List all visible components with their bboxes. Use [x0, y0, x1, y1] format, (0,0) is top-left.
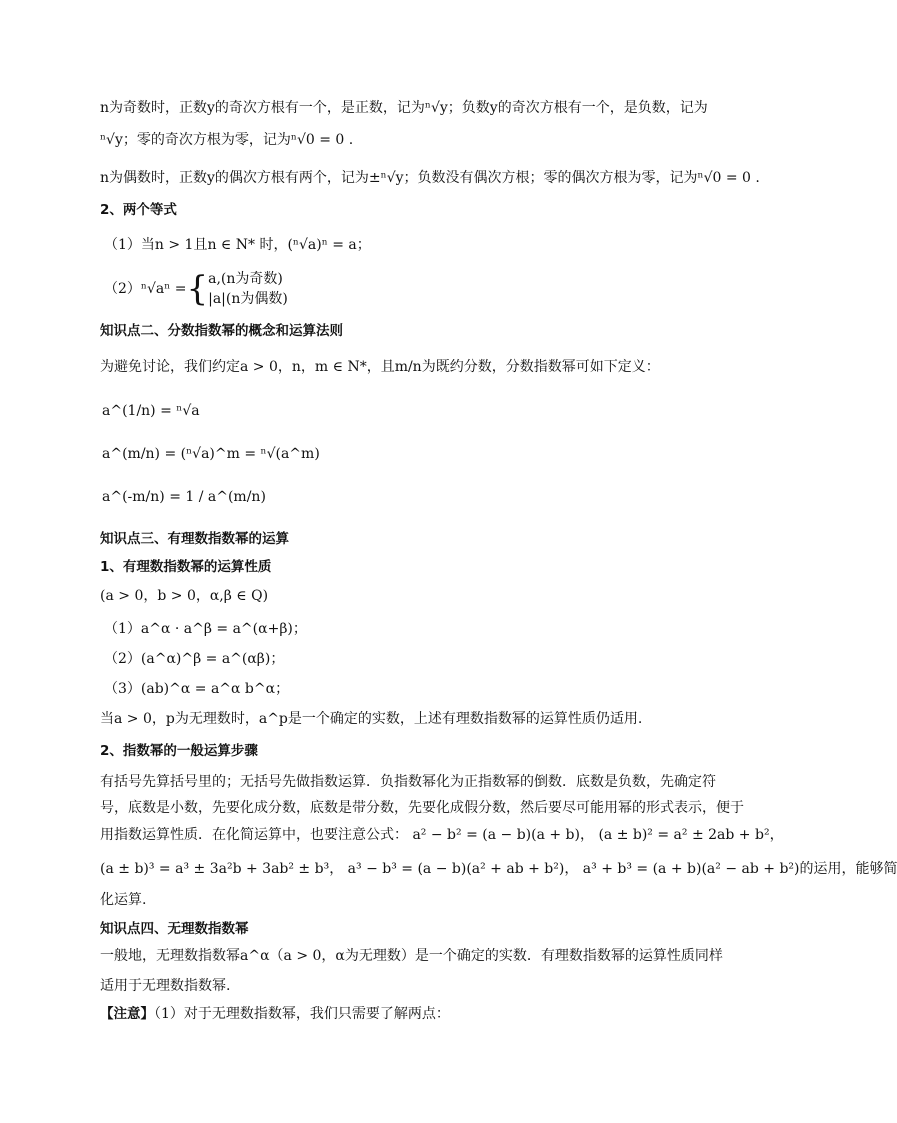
- equation-2: [104, 267, 288, 311]
- kp2-definition-1: a^(1/n) = ⁿ√a: [102, 403, 200, 419]
- note-line: [100, 1003, 450, 1025]
- kp3-property-2: （2）(a^α)^β = a^(αβ)；: [104, 651, 285, 667]
- section-two-equations-heading: 2、两个等式: [100, 202, 177, 218]
- steps-para-1: 有括号先算括号里的；无括号先做指数运算．负指数幂化为正指数幂的倒数．底数是负数，先确定符: [100, 774, 716, 790]
- kp4-heading: 知识点四、无理数指数幂: [100, 921, 249, 937]
- kp2-definition-2: a^(m/n) = (ⁿ√a)^m = ⁿ√(a^m): [102, 446, 320, 462]
- kp4-para-2: 适用于无理数指数幂.: [100, 978, 231, 994]
- steps-para-3: 用指数运算性质．在化简运算中，也要注意公式： a² − b² = (a − b)(a + b)， (a ± b)² = a² ± 2ab + b²，: [100, 827, 784, 843]
- even-root-text: n为偶数时，正数y的偶次方根有两个，记为±ⁿ√y；负数没有偶次方根；零的偶次方根为零，记为ⁿ√0 = 0 .: [100, 170, 760, 186]
- steps-para-3-text: 用指数运算性质．在化简运算中，也要注意公式：: [100, 827, 408, 843]
- kp3-condition: (a > 0，b > 0，α,β ∈ Q): [100, 588, 269, 604]
- formula-square-sum: (a ± b)² = a² ± 2ab + b²: [598, 827, 770, 843]
- even-root-line: [100, 167, 760, 189]
- kp3-property-3: （3）(ab)^α = a^α b^α；: [104, 681, 290, 697]
- kp4-power: a^α: [240, 948, 270, 964]
- formula-cube-sum: (a ± b)³ = a³ ± 3a²b + 3ab² ± b³: [100, 861, 330, 877]
- equation-2-case-even: |a|(n为偶数): [208, 291, 288, 307]
- brace-symbol: {: [186, 269, 209, 309]
- note-tag: 【注意】: [100, 1006, 154, 1022]
- kp3-irrational-note: 当a > 0，p为无理数时，a^p是一个确定的实数，上述有理数指数幂的运算性质仍适用.: [100, 711, 643, 727]
- odd-root-text-2: ⁿ√y；零的奇次方根为零，记为ⁿ√0 = 0 .: [100, 132, 354, 148]
- kp4-para-1-a: 一般地，无理数指数幂: [100, 948, 240, 964]
- kp4-para-1-b: （a > 0，α为无理数）是一个确定的实数．有理数指数幂的运算性质同样: [269, 948, 723, 964]
- steps-para-4: (a ± b)³ = a³ ± 3a²b + 3ab² ± b³， a³ − b³ = (a − b)(a² + ab + b²)， a³ + b³ = (a + b)(a² − ab + b²)的运用，能够简: [100, 861, 897, 877]
- kp4-para-1: [100, 945, 723, 967]
- steps-para-5: 化运算.: [100, 892, 147, 908]
- note-text: （1）对于无理数指数幂，我们只需要了解两点：: [154, 1006, 450, 1022]
- kp2-heading: 知识点二、分数指数幂的概念和运算法则: [100, 323, 343, 339]
- kp2-definition-3: a^(-m/n) = 1 / a^(m/n): [102, 489, 266, 505]
- kp3-sub1-heading: 1、有理数指数幂的运算性质: [100, 559, 272, 575]
- steps-para-4-tail: 的运用，能够简: [799, 861, 897, 877]
- kp3-property-1: （1）a^α · a^β = a^(α+β)；: [104, 621, 307, 637]
- steps-heading: 2、指数幂的一般运算步骤: [100, 743, 258, 759]
- formula-diff-cubes: a³ − b³ = (a − b)(a² + ab + b²): [347, 861, 565, 877]
- formula-diff-squares: a² − b² = (a − b)(a + b): [412, 827, 580, 843]
- steps-para-2: 号，底数是小数，先要化成分数，底数是带分数，先要化成假分数，然后要尽可能用幂的形式表示，便于: [100, 800, 744, 816]
- equation-1: （1）当n > 1且n ∈ N* 时，(ⁿ√a)ⁿ = a；: [104, 237, 371, 253]
- kp2-intro: 为避免讨论，我们约定a > 0，n，m ∈ N*，且m/n为既约分数，分数指数幂可如下定义：: [100, 359, 660, 375]
- odd-root-line-1: [100, 97, 708, 119]
- odd-root-text-1: n为奇数时，正数y的奇次方根有一个，是正数，记为ⁿ√y；负数y的奇次方根有一个，是负数，记为: [100, 100, 708, 116]
- odd-root-line-2: [100, 129, 353, 151]
- equation-2-label: （2）ⁿ√aⁿ =: [104, 281, 187, 297]
- formula-sum-cubes: a³ + b³ = (a + b)(a² − ab + b²): [582, 861, 800, 877]
- kp3-heading: 知识点三、有理数指数幂的运算: [100, 531, 289, 547]
- equation-2-cases: [208, 269, 288, 309]
- equation-2-case-odd: a,(n为奇数): [208, 271, 283, 287]
